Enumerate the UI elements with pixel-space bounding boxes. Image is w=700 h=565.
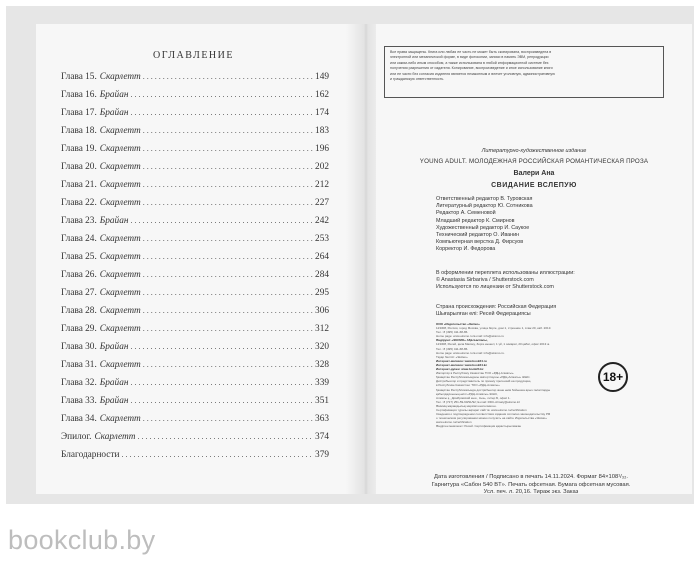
toc-entry [61,162,329,180]
toc-chapter: Глава 28. [61,306,97,316]
toc-page-number: 253 [315,234,329,244]
toc-page-number: 212 [315,180,329,190]
publisher-line: Тауар белгісі: «Эксмо» [436,354,468,359]
publisher-line: Интернет-магазин: www.book24.ru [436,358,487,363]
publisher-line: www.eksmo.ru/certification [436,420,472,425]
toc-narrator: Брайан [99,90,129,100]
credit-line: Литературный редактор Ю. Сотникова [436,203,533,210]
toc-chapter: Глава 17. [61,108,97,118]
toc-chapter: Глава 20. [61,162,97,172]
toc-page-number: 374 [315,432,329,442]
toc-entry [61,198,329,216]
toc-chapter: Глава 34. [61,414,97,424]
imprint-page [376,24,692,494]
toc-entry [61,396,329,414]
toc-title: ОГЛАВЛЕНИЕ [153,50,234,61]
publisher-line: Тел.: 8 (495) 411-68-86. [436,330,469,335]
toc-narrator: Скарлетт [99,306,141,316]
toc-chapter: Глава 16. [61,90,97,100]
publisher-line: Интернет-магазин: www.book24.kz [436,362,487,367]
book-title: СВИДАНИЕ ВСЛЕПУЮ [491,182,577,189]
credit-line: Корректор И. Федорова [436,246,496,253]
toc-entry [61,378,329,396]
toc-page-number: 328 [315,360,329,370]
site-watermark: bookclub.by [8,525,156,555]
toc-chapter: Глава 31. [61,360,97,370]
publisher-line: Home page: www.eksmo.ru E-mail: info@eksmo.ru [436,334,504,339]
publisher-line: в Республике Казахстан: ТОО «РДЦ-Алматы» [436,383,500,388]
publisher-line: о техническом регулировании можно получить на сайте Издательства «Эксмо» [436,416,547,421]
notice-line: получения разрешения от издателя. Копирование, воспроизведение и иное использование книги [390,66,553,71]
toc-page-number: 183 [315,126,329,136]
toc-narrator: Скарлетт [94,432,136,442]
publisher-line: Сертификация туралы ақпарат сайтта: www.eksmo.ru/certification [436,407,527,412]
toc-entry [61,270,329,288]
toc-narrator: Скарлетт [99,360,141,370]
toc-chapter: Глава 32. [61,378,97,388]
toc-entry [61,180,329,198]
print-line: Гарнитура «Сабон 540 BT». Печать офсетная. Бумага офсетная мусовая. [431,481,631,488]
toc-page-number: 363 [315,414,329,424]
print-details [386,474,676,497]
toc-narrator: Скарлетт [99,234,141,244]
toc-entry [61,72,329,90]
toc-narrator: Скарлетт [99,198,141,208]
toc-page-number: 202 [315,162,329,172]
toc-page-number: 320 [315,342,329,352]
toc-entry [61,288,329,306]
toc-entry [61,360,329,378]
publisher-line: Тел.: 8 (727) 251-59-90/91/92; E-mail: RDC-Almaty@eksmo.kz [436,399,521,404]
credit-line: Компьютерная верстка Д. Фирсуов [436,239,524,246]
copyright-notice [384,46,664,98]
publisher-line: Интернет-дүкен: www.book24.kz [436,367,484,372]
publisher-line: Алматы қ., Домбровский көш., 3«а», литер Б, офис 1. [436,395,511,400]
publisher-line: Қазақстан Республикасындағы импорттаушы «РДЦ-Алматы» ЖШС. [436,375,531,380]
toc-narrator: Скарлетт [99,144,141,154]
country-of-origin [436,304,646,318]
toc-entry [61,414,329,432]
toc-chapter: Глава 30. [61,342,97,352]
toc-narrator: Скарлетт [99,252,141,262]
toc-entry [61,90,329,108]
publisher-line: 123308, Ресей, қала Мәскеу, Зорге көшесі, 1 үй, 1 ғимарат, 20 қабат, офис 2013 ж. [436,342,550,347]
origin-line: Страна происхождения: Российская Федерация [436,304,557,310]
publisher-line: Қазақстан Республикасында дистрибьютор және өнім бойынша арыз-талаптарды [436,387,551,392]
publisher-line: ООО «Издательство «Эксмо» [436,322,480,326]
credit-line: Ответственный редактор В. Туровская [436,196,533,202]
publisher-line: Өнімнің жарамдылық мерзімі шектелмеген. [436,403,497,408]
credit-line: Технический редактор О. Иванин [436,232,520,239]
toc-page-number: 312 [315,324,329,334]
book-spread [6,6,694,504]
origin-line: Шығарылған елі: Ресей Федерациясы [436,311,531,317]
toc-entry [61,126,329,144]
toc-entry [61,342,329,360]
publisher-line: Тел.: 8 (495) 411-68-86. [436,346,469,351]
toc-page-number: 306 [315,306,329,316]
toc-list [61,72,329,468]
credit-line: Младший редактор К. Смирнов [436,217,515,224]
toc-chapter: Глава 15. [61,72,97,82]
credit-line: Художественный редактор И. Саукое [436,224,530,231]
toc-page-number: 295 [315,288,329,298]
notice-line: или каким-либо иным способом, а также использована в любой информационной системе без [390,60,549,65]
toc-narrator: Скарлетт [99,270,141,280]
toc-chapter: Глава 27. [61,288,97,298]
toc-chapter: Глава 23. [61,216,97,226]
illustration-line: Используются по лицензии от Shutterstock.com [436,284,554,290]
series-label: YOUNG ADULT. МОЛОДЕЖНАЯ РОССИЙСКАЯ РОМАНТИЧЕСКАЯ ПРОЗА [419,158,649,165]
toc-narrator: Скарлетт [99,288,141,298]
publisher-line: 123308, Россия, город Москва, улица Зорге, дом 1, строение 1, этаж 20, каб. 2013. [436,326,552,331]
toc-chapter: Глава 26. [61,270,97,280]
toc-narrator: Брайан [99,342,129,352]
toc-narrator: Брайан [99,396,129,406]
toc-page-number: 162 [315,90,329,100]
toc-chapter: Глава 18. [61,126,97,136]
publisher-details [436,322,586,428]
toc-page-number: 379 [315,450,329,460]
toc-page-number: 149 [315,72,329,82]
illustration-line: В оформлении переплета использованы иллюстрации: [436,270,575,276]
toc-narrator: Брайан [99,216,129,226]
illustration-credits [436,270,646,291]
toc-narrator: Скарлетт [99,126,141,136]
toc-entry [61,144,329,162]
toc-page [36,24,351,494]
toc-page-number: 174 [315,108,329,118]
toc-chapter: Глава 33. [61,396,97,406]
toc-page-number: 284 [315,270,329,280]
toc-page-number: 264 [315,252,329,262]
toc-narrator: Брайан [99,378,129,388]
toc-page-number: 339 [315,378,329,388]
toc-chapter: Глава 21. [61,180,97,190]
notice-line: или ее части без согласия издателя является незаконным и влечет уголовную, административную [390,71,555,76]
toc-chapter: Благодарности [61,450,120,460]
toc-entry [61,324,329,342]
publisher-line: Өндіруші: «ЭКСМО» АҚБ Баспасы, [436,338,488,343]
toc-entry [61,108,329,126]
print-line: Дата изготовления / Подписано в печать 14.11.2024. Формат 84×108¹/₃₂. [434,474,628,480]
toc-chapter: Глава 19. [61,144,97,154]
publisher-line: Импортёр в Республику Казахстан ТОО «РДЦ-Алматы». [436,371,515,376]
toc-narrator: Скарлетт [99,162,141,172]
toc-chapter: Эпилог. [61,432,92,442]
toc-page-number: 351 [315,396,329,406]
toc-entry [61,306,329,324]
publisher-line: Home page: www.eksmo.ru E-mail: info@eksmo.ru. [436,350,505,355]
toc-narrator: Скарлетт [99,414,141,424]
toc-narrator: Скарлетт [99,180,141,190]
toc-narrator: Скарлетт [99,324,141,334]
toc-entry-acknowledgements [61,450,329,468]
author-name: Валери Ана [513,170,555,177]
toc-entry [61,216,329,234]
age-rating-badge: 18+ [598,362,628,392]
credit-line: Редактор А. Семеновой [436,210,496,217]
toc-narrator: Брайан [99,108,129,118]
toc-page-number: 227 [315,198,329,208]
toc-page-number: 242 [315,216,329,226]
illustration-line: © Anastasia Sirbariva / Shutterstock.com [436,277,534,283]
publisher-line: Сведения о подтверждении соответствия издания согласно законодательству РФ [436,412,551,417]
toc-narrator: Скарлетт [99,72,141,82]
toc-entry [61,234,329,252]
toc-chapter: Глава 25. [61,252,97,262]
toc-chapter: Глава 24. [61,234,97,244]
notice-line: электронной или механической форме, в виде фотокопии, записи в память ЭВМ, репродукции [390,55,549,60]
toc-entry [61,252,329,270]
publisher-line: Өндірген мемлекет: Ресей. Сертификация қарастырылмаған [436,424,522,429]
toc-chapter: Глава 29. [61,324,97,334]
publisher-line: Дистрибьютор и представитель по приему претензий на продукцию, [436,379,532,384]
print-line: Усл. печ. л. 20,16. Тираж экз. Заказ [483,489,579,496]
toc-entry-epilogue [61,432,329,450]
publisher-line: қабылдаушының өкілі «РДЦ-Алматы» ЖШС, [436,391,498,396]
editorial-credits [436,196,636,254]
genre-label: Литературно-художественное издание [481,148,587,154]
toc-chapter: Глава 22. [61,198,97,208]
notice-line: Все права защищены. Книга или любая ее часть не может быть скопирована, воспроизведена в [390,50,552,54]
toc-page-number: 196 [315,144,329,154]
notice-line: и гражданскую ответственность. [390,77,445,82]
